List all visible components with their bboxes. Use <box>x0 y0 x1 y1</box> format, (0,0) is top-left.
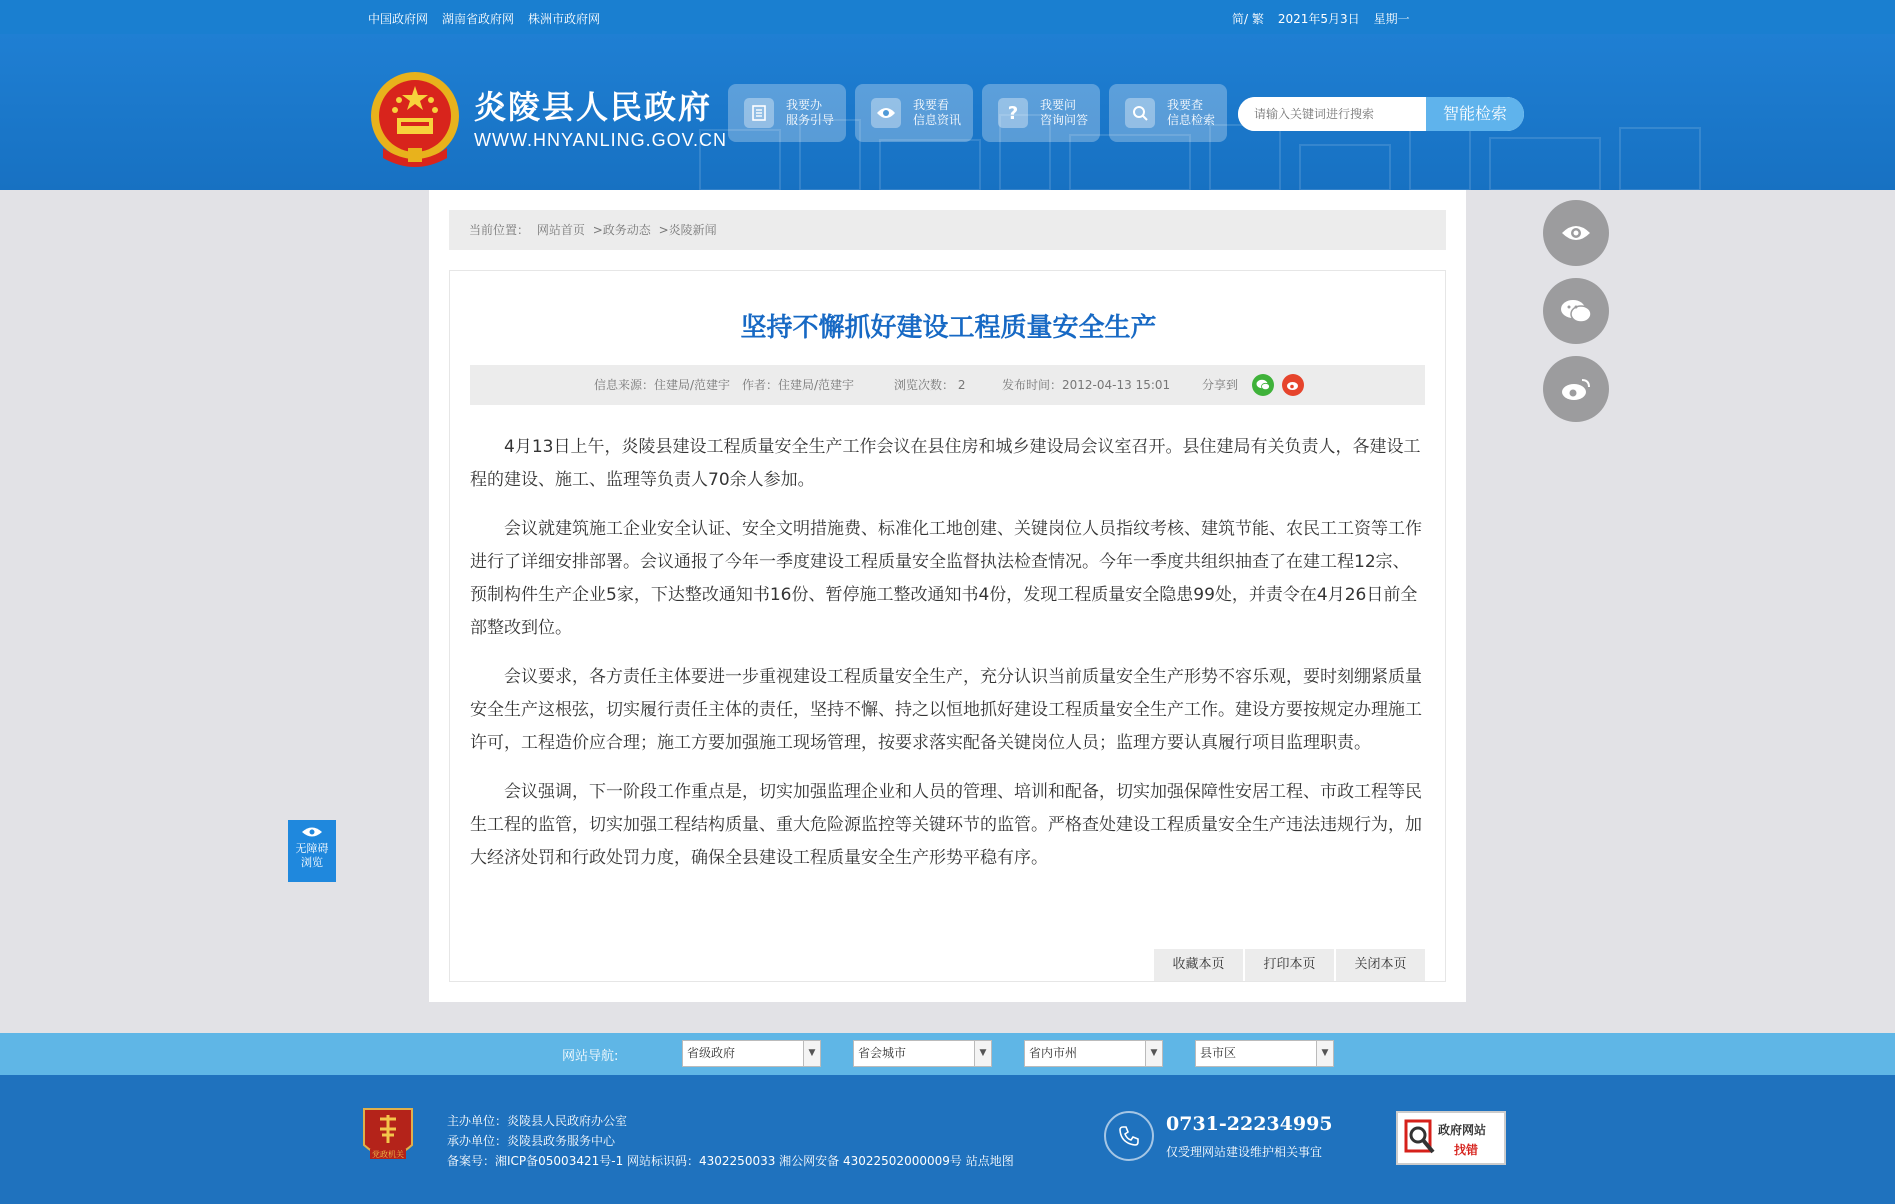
quick-sublabel: 服务引导 <box>786 113 835 127</box>
chevron-down-icon: ▼ <box>1316 1041 1333 1066</box>
chevron-down-icon: ▼ <box>1145 1041 1162 1066</box>
meta-views: 浏览次数： 2 <box>894 378 966 392</box>
article-paragraph: 会议就建筑施工企业安全认证、安全文明措施费、标准化工地创建、关键岗位人员指纹考核、建筑节能、农民工工资等工作进行了详细安排部署。会议通报了今年一季度建设工程质量安全监督执法检查情况。今年一季度共组织抽查了在建工程12宗、预制构件生产企业5家，下达整改通知书16份、暂停施工整改通知书4份，发现工程质量安全隐患99处，并责令在4月26日前全部整改到位。 <box>470 519 1422 638</box>
footer-info <box>447 1111 1014 1171</box>
breadcrumb <box>449 210 1446 250</box>
chevron-down-icon: ▼ <box>803 1041 820 1066</box>
link-zhuzhou-gov[interactable]: 株洲市政府网 <box>528 12 601 26</box>
gov-website-error-report[interactable] <box>1396 1111 1506 1165</box>
site-url: WWW.HNYANLING.GOV.CN <box>474 130 728 150</box>
content-container <box>429 190 1466 1002</box>
wechat-share-icon[interactable] <box>1252 374 1274 396</box>
footer-sponsor: 主办单位：炎陵县人民政府办公室 <box>447 1114 628 1128</box>
eye-icon <box>871 98 901 128</box>
document-icon <box>744 98 774 128</box>
select-value: 省级政府 <box>687 1046 736 1060</box>
link-central-gov[interactable]: 中国政府网 <box>368 12 429 26</box>
magnifier-icon <box>1404 1119 1436 1157</box>
quick-label: 我要查 <box>1167 98 1204 112</box>
jiucuo-label: 政府网站 <box>1438 1123 1487 1137</box>
quick-sublabel: 信息资讯 <box>913 113 962 127</box>
select-value: 省内市州 <box>1029 1046 1078 1060</box>
breadcrumb-label: 当前位置： <box>469 223 530 237</box>
meta-author: 作者：住建局/范建宇 <box>742 378 855 392</box>
meta-source: 信息来源：住建局/范建宇 <box>594 378 731 392</box>
close-page-button[interactable]: 关闭本页 <box>1336 949 1425 981</box>
meta-share-label: 分享到 <box>1202 378 1239 392</box>
footer-phone-desc: 仅受理网站建设维护相关事宜 <box>1166 1145 1323 1159</box>
select-counties[interactable] <box>1195 1040 1334 1067</box>
select-value: 县市区 <box>1200 1046 1237 1060</box>
quick-info[interactable] <box>855 84 973 142</box>
quick-service-guide[interactable] <box>728 84 846 142</box>
top-links <box>368 10 600 27</box>
party-gov-badge-icon[interactable] <box>362 1105 414 1167</box>
quick-search[interactable] <box>1109 84 1227 142</box>
float-weibo-button[interactable] <box>1543 356 1609 422</box>
quick-consult[interactable] <box>982 84 1100 142</box>
quick-sublabel: 信息检索 <box>1167 113 1216 127</box>
badge-text: 党政机关 <box>372 1150 404 1159</box>
wechat-icon <box>1560 298 1592 324</box>
footer-phone: 0731-22234995 <box>1166 1113 1333 1135</box>
search-box <box>1238 97 1524 131</box>
select-capital-cities[interactable] <box>853 1040 992 1067</box>
meta-published: 发布时间：2012-04-13 15:01 <box>1002 378 1171 392</box>
print-button[interactable]: 打印本页 <box>1245 949 1334 981</box>
quick-sublabel: 咨询问答 <box>1040 113 1089 127</box>
weibo-icon <box>1560 376 1592 402</box>
article-paragraph: 会议要求，各方责任主体要进一步重视建设工程质量安全生产，充分认识当前质量安全生产形势不容乐观，要时刻绷紧质量安全生产这根弦，切实履行责任主体的责任，坚持不懈、持之以恒地抓好建设工程质量安全生产工作。建设方要按规定办理施工许可，工程造价应合理；施工方要加强施工现场管理，按要求落实配备关键岗位人员；监理方要认真履行项目监理职责。 <box>470 667 1422 753</box>
site-header <box>0 34 1895 190</box>
footer-organizer: 承办单位：炎陵县政务服务中心 <box>447 1134 616 1148</box>
article-paragraph: 会议强调，下一阶段工作重点是，切实加强监理企业和人员的管理、培训和配备，切实加强保障性安居工程、市政工程等民生工程的监管，切实加强工程结构质量、重大危险源监控等关键环节的监管。严格查处建设工程质量安全生产违法违规行为，加大经济处罚和行政处罚力度，确保全县建设工程质量安全生产形势平稳有序。 <box>470 782 1422 868</box>
quick-label: 我要看 <box>913 98 950 112</box>
footer-record: 备案号：湘ICP备05003421号-1 网站标识码：4302250033 湘公网安备 43022502000009号 站点地图 <box>447 1154 1014 1168</box>
search-icon <box>1125 98 1155 128</box>
question-icon: ? <box>998 98 1028 128</box>
breadcrumb-subcategory[interactable]: >炎陵新闻 <box>658 223 717 237</box>
accessibility-button[interactable] <box>288 820 336 882</box>
bookmark-button[interactable]: 收藏本页 <box>1154 949 1243 981</box>
article-paragraph: 4月13日上午，炎陵县建设工程质量安全生产工作会议在县住房和城乡建设局会议室召开。县住建局有关负责人，各建设工程的建设、施工、监理等负责人70余人参加。 <box>470 437 1421 490</box>
link-hunan-gov[interactable]: 湖南省政府网 <box>442 12 515 26</box>
phone-icon <box>1104 1111 1154 1161</box>
current-weekday: 星期一 <box>1373 12 1410 26</box>
eye-icon <box>301 826 323 838</box>
article-tools <box>1154 949 1425 981</box>
weibo-share-icon[interactable] <box>1282 374 1304 396</box>
lang-switch[interactable]: 简/ 繁 <box>1232 12 1264 26</box>
accessibility-label: 无障碍 <box>295 842 329 855</box>
article <box>449 270 1446 982</box>
select-prefectures[interactable] <box>1024 1040 1163 1067</box>
accessibility-sublabel: 浏览 <box>301 856 323 869</box>
breadcrumb-home[interactable]: 网站首页 <box>536 223 585 237</box>
select-value: 省会城市 <box>858 1046 907 1060</box>
article-meta <box>470 365 1425 405</box>
current-date: 2021年5月3日 <box>1277 12 1360 26</box>
search-button[interactable]: 智能检索 <box>1426 97 1524 131</box>
select-provincial[interactable] <box>682 1040 821 1067</box>
quick-label: 我要办 <box>786 98 823 112</box>
breadcrumb-category[interactable]: >政务动态 <box>592 223 651 237</box>
float-eye-button[interactable] <box>1543 200 1609 266</box>
quick-label: 我要问 <box>1040 98 1077 112</box>
site-title: 炎陵县人民政府 <box>474 88 713 126</box>
chevron-down-icon: ▼ <box>974 1041 991 1066</box>
top-right <box>1232 10 1410 27</box>
search-input[interactable] <box>1238 97 1426 131</box>
article-title: 坚持不懈抓好建设工程质量安全生产 <box>740 313 1157 343</box>
eye-icon <box>1560 223 1592 243</box>
article-body <box>470 431 1425 891</box>
top-bar <box>0 0 1895 34</box>
site-nav-label: 网站导航: <box>562 1049 619 1064</box>
jiucuo-sublabel: 找错 <box>1454 1143 1479 1157</box>
site-footer <box>0 1075 1895 1204</box>
site-nav-bar <box>0 1033 1895 1075</box>
national-emblem-icon <box>368 70 462 170</box>
float-wechat-button[interactable] <box>1543 278 1609 344</box>
